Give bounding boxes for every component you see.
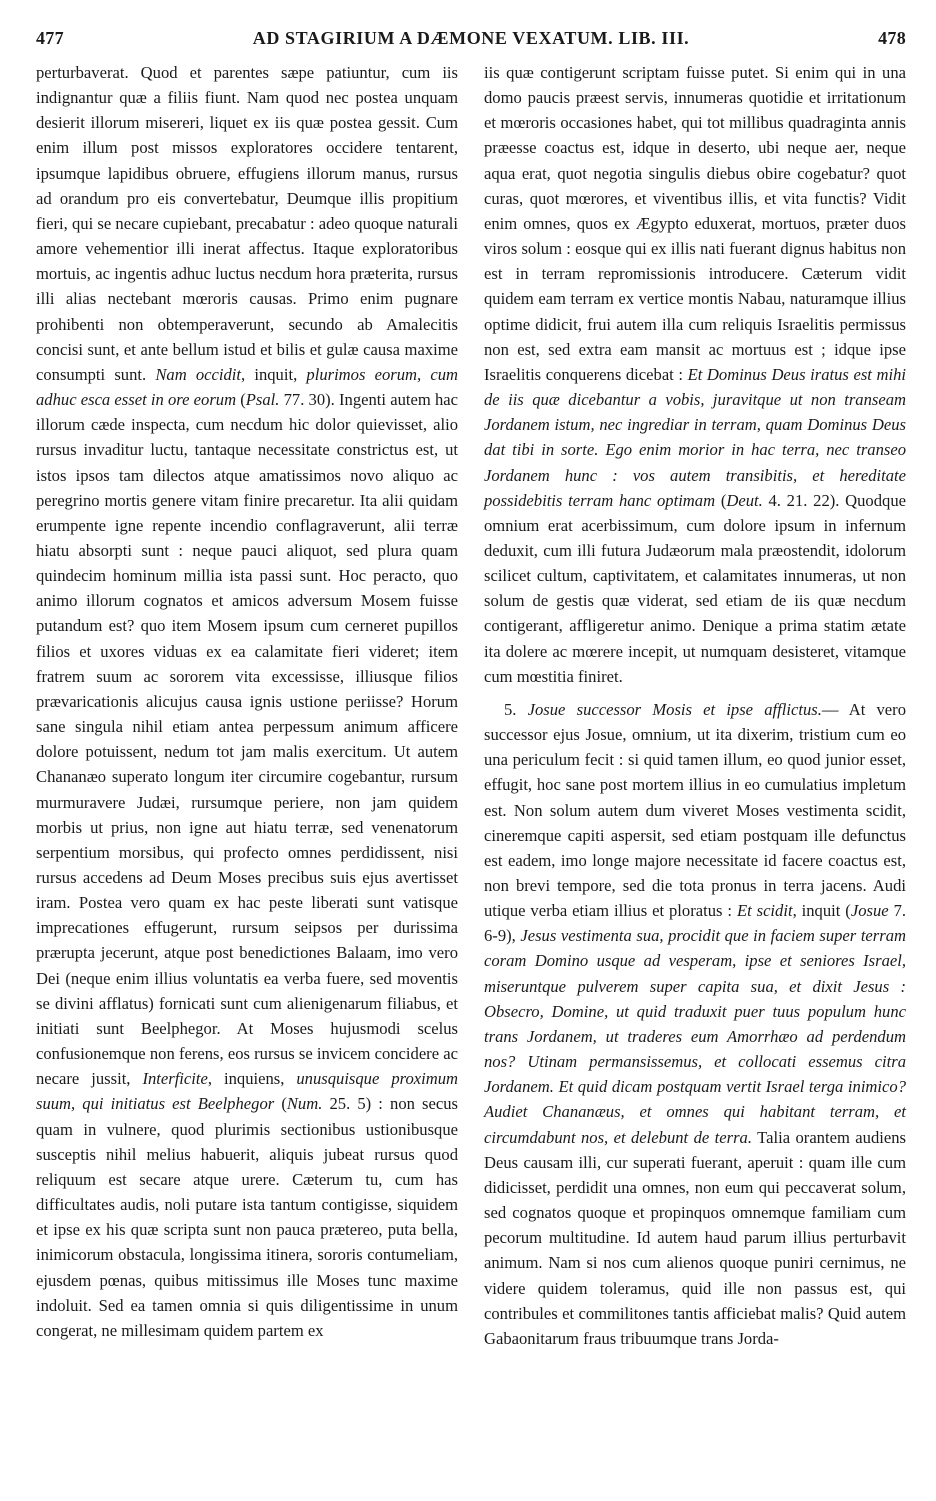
italic-text-run: Interficite: [142, 1069, 208, 1089]
text-run: 25. 5) : non secus quam in vulnere, quod plurimis sectionibus ustionibusque susceptis nihil melius habuerit, aliquis jubeat rursus quod reliquum est secare atque urere. Cæterum tu, cum has difficultates audis, noli putare ista tantum contigisse, siquidem et ipse ex his quæ scripta sunt non pauca prætereo, puta bella, inimicorum obstacula, longissima itinera, sororis contumeliam, ejusdem pœnas, quibus mitissimus ille Moses tunc maxime indoluit. Sed ea tamen omnia si quis diligentissime in unum congerat, ne millesimam quidem partem ex: [36, 1094, 458, 1340]
text-run: , inquit,: [241, 364, 307, 384]
text-run: , inquit (: [792, 901, 851, 921]
page-number-left: 477: [36, 28, 64, 48]
paragraph: [484, 60, 906, 689]
text-run: , inquiens,: [207, 1069, 297, 1089]
italic-text-run: Et scidit: [736, 901, 793, 921]
text-run: (: [274, 1094, 287, 1114]
italic-text-run: Josue successor Mosis et ipse afflictus.: [527, 699, 822, 719]
text-run: (: [715, 490, 727, 510]
italic-text-run: Jesus vestimenta sua, procidit que in faciem super terram coram Domino usque ad vesperam, ipse et seniores Israel, miseruntque pulverem super capita sua, et dixit Jesus : Obsecro, Domine, ut quid traduxit puer tuus populum hunc trans Jordanem, ut traderes eum Amorrhæo ad perdendum nos? Utinam permansissemus, et collocati essemus citra Jordanem. Et quid dicam postquam vertit Israel terga inimico? Audiet Chananæus, et omnes qui habitant terram, et circumdabunt nos, et delebunt de terra.: [484, 926, 906, 1147]
text-run: 4. 21. 22). Quodque omnium erat acerbissimum, cum dolore ipsum in infernum deduxit, cum illi futura Judæorum mala præostendit, idolorum scilicet cultum, captivitatem, et calamitates innumeras, ut non solum de gestis quæ viderat, sed etiam de iis quæ necdum contigerant, affligeretur animo. Denique a prima statim ætate ita dolere ac mœrere incepit, ut numquam desisteret, vitamque cum mœstitia finiret.: [484, 490, 906, 686]
text-run: iis quæ contigerunt scriptam fuisse putet. Si enim qui in una domo paucis præest servis, innumeras quotidie et irritationum et mœroris occasiones habet, qui tot millibus quadraginta annis præesse coactus est, idque in deserto, ubi neque aer, neque aqua erat, quot negotia singulis diebus obire cogebatur? quot curas, quot mœrores, et viventibus illis, et vita functis? Vidit enim omnes, quos ex Ægypto eduxerat, mortuos, præter duos viros solum : eosque qui ex illis nati fuerant dignus habitus non est in terram repromissionis introducere. Cæterum vidit quidem eam terram ex vertice montis Nabau, naturamque illius optime didicit, frui autem illa cum reliquis Israelitis permissus non est, sed extra eam mansit ac mortuus est ; idque ipse Israelitis conquerens dicebat :: [484, 63, 906, 384]
paragraph: [484, 697, 906, 1351]
text-run: perturbaverat. Quod et parentes sæpe patiuntur, cum iis indignantur quæ a filiis fiunt. Nam quod nec postea unquam desierit illorum misereri, liquet ex iis quæ postea gessit. Cum enim illum post missos exploratores occidere tentarent, ipsumque lapidibus obruere, effugiens illorum manus, rursus ad orandum pro eis convertebatur, Deumque illis propitium fieri, qui se necare cupiebant, precabatur : adeo quoque naturali amore vehementior illi inerat affectus. Itaque exploratoribus mortuis, ac ingentis adhuc luctus necdum hora præterita, rursus illi alias nectebant mœroris causas. Primo enim pugnare prohibenti non obtemperaverunt, secundo ab Amalecitis concisi sunt, et ante bellum istud et bilis et gulæ causa maxime consumpti sunt.: [36, 63, 458, 384]
paragraph: [36, 60, 458, 1343]
text-run: (: [236, 390, 246, 410]
italic-text-run: Deut.: [726, 490, 763, 510]
text-run: 5.: [504, 699, 528, 719]
text-run: 7. 6-9),: [484, 901, 907, 946]
text-run: 77. 30). Ingenti autem hac illorum cæde inspecta, cum necdum hic dolor quievisset, alio rursus invaditur luctu, tantaque necessitate constrictus est, ut istos ipsos tam dilectos atque amatissimos novo aliquo ac peregrino mortis genere vitam finire precaretur. Ita alii quidam erumpente igne repente incendio conflagraverunt, alii terræ hiatu absorpti sunt : neque pauci aliquot, sed plura quam quindecim hominum millia ista passi sunt. Hoc peracto, quo animo illorum cognatos et amicos adversum Mosem fuisse putandum est? quo item Mosem ipsum cum cerneret pupillos filios et uxores viduas ex ea calamitate fieri videret; item fratrem suum ac sororem vita excessisse, illiusque filios prævaricationis alicujus causa ignis ustione periisse? Horum sane singula nihil etiam antea perpessum animum afficere dolore potuissent, nedum tot jam malis exercitum. Ut autem Chananæo superato longum iter circumire cogebantur, rursum murmuravere Judæi, rursumque periere, non jam quidem morbis ut prius, non igne aut hiatu terræ, sed venenatorum serpentium morsibus, qui profecto omnes perdidissent, nisi rursus accedens ad Deum Moses precibus suis ejus avertisset iram. Postea vero quam ex hac peste liberati sunt vatisque imprecationes effugerunt, rursum seipsos per durissima prærupta jecerunt, atque post benedictiones Balaam, imo vero Dei (neque enim illius voluntatis ea verba fuere, sed moventis se divini afflatus) fornicati sunt cum alienigenarum filiabus, et initiati sunt Beelphegor. At Moses hujusmodi scelus confusionemque non ferens, eos rursus se invicem concidere ac necare jussit,: [36, 390, 458, 1089]
italic-text-run: Et Dominus Deus iratus est mihi de iis quæ dicebantur a vobis, juravitque ut non transeam Jordanem istum, nec ingrediar in terram, quam Dominus Deus dat tibi in sorte. Ego enim morior in hac terra, nec transeo Jordanem hunc : vos autem transibitis, et hereditate possidebitis terram hanc optimam: [484, 364, 906, 510]
running-header: [36, 28, 906, 58]
right-column: [484, 60, 906, 1351]
italic-text-run: Num.: [286, 1094, 323, 1114]
italic-text-run: unusquisque proximum suum, qui initiatus est Beelphegor: [36, 1069, 458, 1114]
italic-text-run: plurimos eorum, cum adhuc esca esset in ore eorum: [36, 364, 458, 410]
running-title: AD STAGIRIUM A DÆMONE VEXATUM. LIB. III.: [252, 28, 690, 48]
text-columns: [36, 60, 906, 1351]
text-run: — At vero successor ejus Josue, omnium, ut ita dixerim, tristium cum eo una periculum fecit : si quid tamen illum, eo quod junior esset, effugit, hoc sane post mortem illius in eo cumulatius impletum est. Non solum autem dum viveret Moses vestimenta scidit, cineremque capiti aspersit, sed etiam postquam ille defunctus est eadem, imo longe majore necessitate id facere coactus est, non brevi tempore, sed die tota pronus in terra jacens. Audi utique verba etiam illius et ploratus :: [484, 699, 906, 921]
italic-text-run: Psal.: [245, 390, 280, 410]
italic-text-run: Josue: [850, 901, 889, 921]
text-run: Talia orantem audiens Deus causam illi, cur superati fuerant, aperuit : quam ille cum didicisset, perdidit una omnes, non eum qui peccaverat solum, sed cognatos quoque et propinquos omnemque familiam cum pecorum multitudine. Id autem haud parum illius perturbavit animum. Nam si nos cum alienos quoque puniri cernimus, ne videre quidem toleramus, quid ille non passus est, qui contribules et commilitones tantis afficiebat malis? Quid autem Gabaonitarum fraus tribuumque trans Jorda-: [484, 1127, 906, 1348]
left-column: [36, 60, 458, 1351]
italic-text-run: Nam occidit: [155, 364, 242, 384]
page-number-right: 478: [878, 28, 906, 48]
